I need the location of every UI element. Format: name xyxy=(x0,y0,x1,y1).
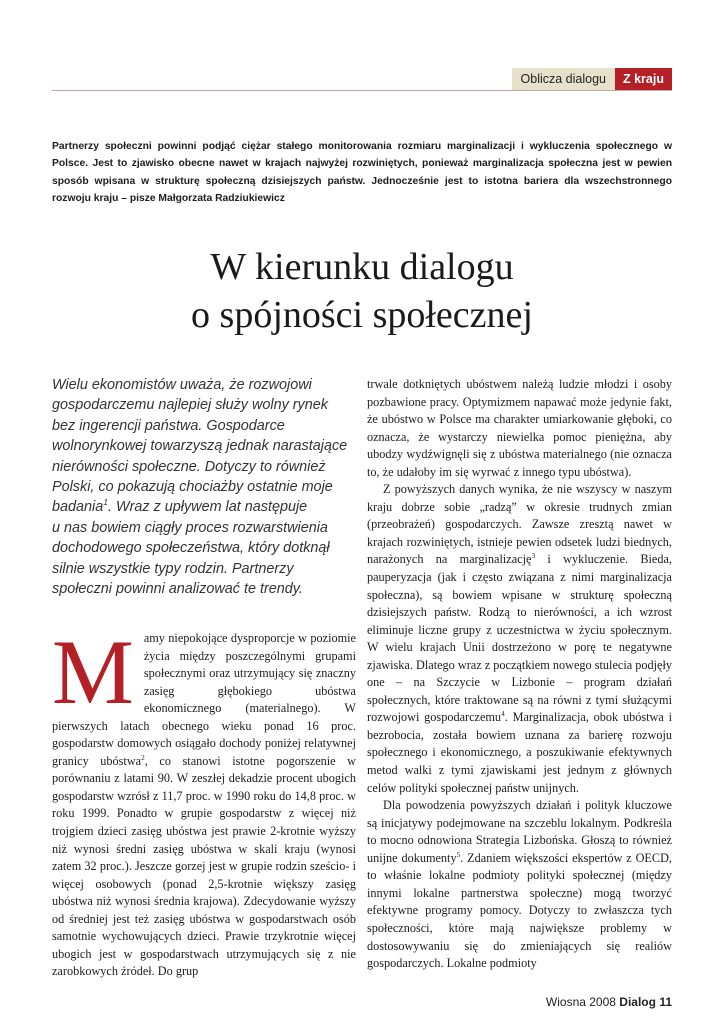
body-column-left xyxy=(52,621,357,981)
pull-quote-text: badania xyxy=(52,499,104,516)
category-label: Z kraju xyxy=(615,68,672,90)
body-paragraph xyxy=(367,797,672,972)
body-text: Z powyższych danych wynika, że nie wszyscy w naszym kraju dobrze sobie „radzą” w okresie trudnych zmian (przeobrażeń) gospodarczych. Zawsze zresztą nawet w krajach rozwiniętych, istnieje pewien odsetek ludzi biednych, narażonych na marginalizację xyxy=(367,482,672,567)
pull-quote-line: dochodowego społeczeństwa, który dotknął xyxy=(52,540,330,557)
body-text: Dla powodzenia powyższych działań i polityk kluczowe są inicjatywy podejmowane na szczeblu lokalnym. Podkreśla to mocno odnowiona Strategia Lizbońska. Głoszą to również unijne dokumenty xyxy=(367,798,672,865)
body-text: i wykluczenie. Bieda, pauperyzacja (jak i często związana z nimi marginalizacja społeczna), są bowiem wpisane w strukturę społeczną dzisiejszych państw. Rodzą to nierówności, a ich wzrost eliminuje liczne grupy z uczestnictwa w życiu społecznym. W wielu krajach Unii dostrzeżono w porę te negatywne zjawiska. Dlatego wraz z początkiem nowego stulecia podjęły one – na Szczycie w Lizbonie – program działań społecznych, które traktowane są na równi z tymi służącymi rozwojowi gospodarczemu xyxy=(367,552,672,725)
pull-quote-line xyxy=(52,497,352,517)
footnote-ref: 5 xyxy=(456,849,461,859)
page-footer xyxy=(546,995,672,1009)
body-column-right xyxy=(367,376,672,973)
body-text: . Zdaniem większości ekspertów z OECD, to właśnie lokalne podmioty polityki społecznej (między innymi lokalne partnerstwa społeczne) mogą tworzyć efektywne programy pomocy. Dotyczy to zwłaszcza tych społeczności, które mają największe problemy w dostosowywaniu się do zmieniających się realiów gospodarczych. Lokalne podmioty xyxy=(367,850,672,971)
page-number: 11 xyxy=(659,995,672,1009)
footnote-ref: 4 xyxy=(501,709,505,719)
pull-quote-line: wolnorynkowej towarzyszą jednak narastające xyxy=(52,438,348,455)
pull-quote-line: bez ingerencji państwa. Gospodarce xyxy=(52,417,285,434)
article-title xyxy=(52,243,672,339)
pull-quote xyxy=(52,375,352,599)
pull-quote-line: nierówności społeczne. Dotyczy to również xyxy=(52,458,326,475)
footnote-ref: 1 xyxy=(103,497,109,508)
body-paragraph xyxy=(52,621,357,981)
footnote-ref: 2 xyxy=(141,752,145,762)
pull-quote-line: Wielu ekonomistów uważa, że rozwojowi xyxy=(52,377,312,393)
lead-paragraph: Partnerzy społeczni powinni podjąć ciężar stałego monitorowania rozmiaru marginalizacji i wykluczenia społecznego w Polsce. Jest to zjawisko obecne nawet w krajach najwyżej rozwiniętych, ponieważ marginalizacja społeczna jest w pewien sposób wpisana w strukturę społeczną dzisiejszych państw. Jednocześnie jest to istotna bariera dla wszechstronnego rozwoju kraju – pisze Małgorzata Radziukiewicz xyxy=(52,141,672,204)
pull-quote-line: u nas bowiem ciągły proces rozwarstwienia xyxy=(52,519,328,536)
title-line-2: o spójności społecznej xyxy=(191,294,533,336)
body-text: amy niepokojące dysproporcje w poziomie życia między poszczególnymi grupami społecznymi oraz utrzymujący się znaczny zasięg głębokiego ubóstwa ekonomicznego (materialnego). W pierwszych latach obecnego wieku ponad 16 proc. gospodarstw domowych osiągało dochody poniżej relatywnej granicy ubóstwa xyxy=(52,631,356,768)
body-text: , co stanowi istotne pogorszenie w porównaniu z latami 90. W zeszłej dekadzie procent ubogich gospodarstw wzrósł z 11,7 proc. w 1990 roku do 14,8 proc. w roku 1999. Ponadto w grupie gospodarstw z więcej niż trojgiem dzieci zasięg ubóstwa jest prawie 2-krotnie wyższy niż wynosi średni zasięg ubóstwa w skali kraju (wynosi zatem 32 proc.). Jeszcze gorzej jest w grupie rodzin sześcio- i więcej osobowych (ponad 2,5-krotnie większy zasięg ubóstwa niż wynosi średnia krajowa). Zdecydowanie wyższy od średniej jest też zasięg ubóstwa w gospodarstwach osób samotnie wychowujących dzieci. Prawie trzykrotnie więcej ubogich jest w gospodarstwach utrzymujących się z nie zarobkowych źródeł. Do grup xyxy=(52,753,357,979)
pull-quote-text: . Wraz z upływem lat następuje xyxy=(108,499,308,516)
footnote-ref: 3 xyxy=(531,551,536,561)
body-paragraph: trwale dotkniętych ubóstwem należą ludzie młodzi i osoby pozbawione pracy. Optymizmem napawać może jedynie fakt, że ubóstwo w Polsce ma charakter umiarkowanie głęboki, co oznacza, że wystarczy niewielka pomoc pieniężna, aby ubodzy wydźwignęli się z ubóstwa materialnego (nie oznacza to, że udałoby im się wyrwać z innego typu ubóstwa). xyxy=(367,377,672,479)
magazine-name: Dialog xyxy=(619,995,656,1009)
body-paragraph xyxy=(367,481,672,797)
issue-label: Wiosna 2008 xyxy=(545,995,616,1009)
title-line-1: W kierunku dialogu xyxy=(210,246,514,288)
section-label: Oblicza dialogu xyxy=(512,68,615,90)
pull-quote-line: Polski, co pokazują chociażby ostatnie moje xyxy=(52,479,333,496)
header-divider xyxy=(52,90,672,91)
pull-quote-line: gospodarczemu najlepiej służy wolny rynek xyxy=(52,397,328,414)
pull-quote-line: społeczni powinni analizować te trendy. xyxy=(52,581,303,598)
drop-cap: M xyxy=(52,621,134,723)
pull-quote-line: silnie wszystkie typy rodzin. Partnerzy xyxy=(52,560,294,577)
body-text: . Marginalizacja, obok ubóstwa i bezrobocia, została bowiem uznana za barierę rozwoju społecznego i ekonomicznego, a poszukiwanie efektywnych metod walki z tymi zjawiskami jest jednym z głównych celów polityki społecznej państw unijnych. xyxy=(367,710,672,795)
section-header xyxy=(512,68,672,90)
